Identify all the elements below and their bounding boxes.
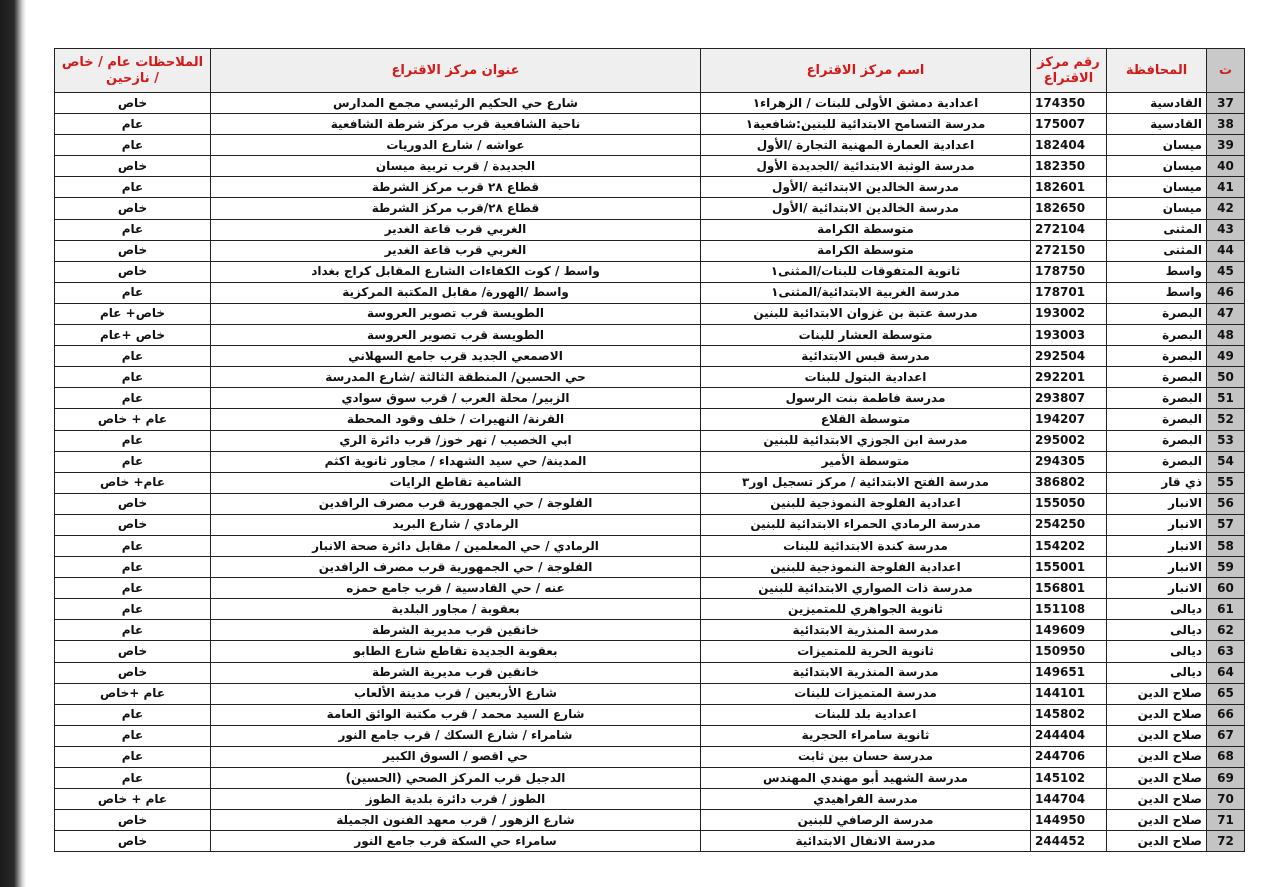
header-center-name: اسم مركز الاقتراع bbox=[701, 49, 1031, 93]
table-row bbox=[55, 240, 1245, 261]
cell-notes: خاص bbox=[55, 493, 211, 514]
table-row bbox=[55, 282, 1245, 303]
cell-center-name: ثانوية الحرية للمتميزات bbox=[701, 641, 1031, 662]
cell-center-address: الرمادي / شارع البريد bbox=[211, 514, 701, 535]
table-row bbox=[55, 514, 1245, 535]
cell-seq: 45 bbox=[1207, 261, 1245, 282]
cell-seq: 60 bbox=[1207, 578, 1245, 599]
table-row bbox=[55, 303, 1245, 324]
cell-notes: عام bbox=[55, 704, 211, 725]
cell-governorate: الانبار bbox=[1107, 578, 1207, 599]
table-row bbox=[55, 346, 1245, 367]
cell-center-number: 386802 bbox=[1031, 472, 1107, 493]
table-row bbox=[55, 810, 1245, 831]
cell-seq: 58 bbox=[1207, 535, 1245, 556]
cell-governorate: القادسية bbox=[1107, 114, 1207, 135]
table-row bbox=[55, 451, 1245, 472]
cell-center-number: 292504 bbox=[1031, 346, 1107, 367]
cell-center-address: الشامية تقاطع الرايات bbox=[211, 472, 701, 493]
cell-center-address: حي الحسين/ المنطقة الثالثة /شارع المدرسة bbox=[211, 367, 701, 388]
cell-center-name: مدرسة الغربية الابتدائية/المثنى١ bbox=[701, 282, 1031, 303]
cell-governorate: ذي قار bbox=[1107, 472, 1207, 493]
cell-center-name: مدرسة الفتح الابتدائية / مركز تسجيل اور٣ bbox=[701, 472, 1031, 493]
cell-notes: خاص+ عام bbox=[55, 303, 211, 324]
cell-governorate: ديالى bbox=[1107, 620, 1207, 641]
cell-seq: 70 bbox=[1207, 789, 1245, 810]
cell-center-name: ثانوية المتفوقات للبنات/المثنى١ bbox=[701, 261, 1031, 282]
cell-center-address: ابي الخصيب / نهر خوز/ قرب دائرة الري bbox=[211, 430, 701, 451]
cell-seq: 40 bbox=[1207, 156, 1245, 177]
cell-seq: 47 bbox=[1207, 303, 1245, 324]
cell-seq: 48 bbox=[1207, 325, 1245, 346]
cell-seq: 66 bbox=[1207, 704, 1245, 725]
cell-governorate: البصرة bbox=[1107, 430, 1207, 451]
cell-center-number: 193002 bbox=[1031, 303, 1107, 324]
cell-notes: خاص bbox=[55, 240, 211, 261]
cell-center-address: شارع الزهور / قرب معهد الفنون الجميلة bbox=[211, 810, 701, 831]
cell-seq: 56 bbox=[1207, 493, 1245, 514]
table-row bbox=[55, 789, 1245, 810]
cell-notes: خاص bbox=[55, 93, 211, 114]
cell-governorate: البصرة bbox=[1107, 346, 1207, 367]
cell-seq: 71 bbox=[1207, 810, 1245, 831]
cell-center-name: متوسطة الكرامة bbox=[701, 240, 1031, 261]
cell-center-address: قطاع ٢٨/قرب مركز الشرطة bbox=[211, 198, 701, 219]
cell-governorate: البصرة bbox=[1107, 325, 1207, 346]
table-row bbox=[55, 388, 1245, 409]
cell-center-number: 151108 bbox=[1031, 599, 1107, 620]
cell-seq: 54 bbox=[1207, 451, 1245, 472]
cell-center-number: 244706 bbox=[1031, 746, 1107, 767]
cell-center-name: مدرسة المنذرية الابتدائية bbox=[701, 620, 1031, 641]
table-row bbox=[55, 93, 1245, 114]
cell-notes: عام bbox=[55, 451, 211, 472]
table-body bbox=[55, 93, 1245, 852]
cell-center-number: 272150 bbox=[1031, 240, 1107, 261]
cell-center-address: الطويسة قرب تصوير العروسة bbox=[211, 325, 701, 346]
cell-center-address: الجديدة / قرب تربية ميسان bbox=[211, 156, 701, 177]
table-row bbox=[55, 557, 1245, 578]
cell-center-number: 145802 bbox=[1031, 704, 1107, 725]
cell-notes: عام bbox=[55, 599, 211, 620]
table-row bbox=[55, 535, 1245, 556]
cell-notes: عام bbox=[55, 219, 211, 240]
cell-seq: 72 bbox=[1207, 831, 1245, 852]
cell-seq: 38 bbox=[1207, 114, 1245, 135]
cell-center-number: 193003 bbox=[1031, 325, 1107, 346]
cell-center-number: 149651 bbox=[1031, 662, 1107, 683]
cell-center-address: خانقين قرب مديرية الشرطة bbox=[211, 620, 701, 641]
cell-center-name: مدرسة كندة الابتدائية للبنات bbox=[701, 535, 1031, 556]
cell-governorate: الانبار bbox=[1107, 493, 1207, 514]
cell-center-number: 244404 bbox=[1031, 725, 1107, 746]
cell-center-number: 174350 bbox=[1031, 93, 1107, 114]
cell-center-name: مدرسة فاطمة بنت الرسول bbox=[701, 388, 1031, 409]
cell-governorate: ميسان bbox=[1107, 135, 1207, 156]
table-row bbox=[55, 662, 1245, 683]
cell-center-number: 244452 bbox=[1031, 831, 1107, 852]
cell-center-name: مدرسة الفراهيدي bbox=[701, 789, 1031, 810]
page-edge-shadow bbox=[0, 0, 26, 887]
cell-notes: عام bbox=[55, 177, 211, 198]
cell-center-name: متوسطة العشار للبنات bbox=[701, 325, 1031, 346]
cell-center-name: مدرسة حسان بين ثابت bbox=[701, 746, 1031, 767]
cell-notes: عام bbox=[55, 367, 211, 388]
cell-seq: 49 bbox=[1207, 346, 1245, 367]
cell-notes: خاص +عام bbox=[55, 325, 211, 346]
cell-center-number: 182404 bbox=[1031, 135, 1107, 156]
cell-seq: 65 bbox=[1207, 683, 1245, 704]
cell-center-number: 178701 bbox=[1031, 282, 1107, 303]
cell-governorate: الانبار bbox=[1107, 514, 1207, 535]
cell-center-number: 182350 bbox=[1031, 156, 1107, 177]
cell-governorate: صلاح الدين bbox=[1107, 725, 1207, 746]
cell-seq: 51 bbox=[1207, 388, 1245, 409]
cell-center-name: مدرسة ابن الجوزي الابتدائية للبنين bbox=[701, 430, 1031, 451]
cell-center-number: 149609 bbox=[1031, 620, 1107, 641]
cell-notes: عام bbox=[55, 578, 211, 599]
cell-center-number: 155001 bbox=[1031, 557, 1107, 578]
cell-seq: 39 bbox=[1207, 135, 1245, 156]
cell-center-address: واسط /الهورة/ مقابل المكتبة المركزية bbox=[211, 282, 701, 303]
cell-governorate: ميسان bbox=[1107, 177, 1207, 198]
cell-center-name: متوسطة القلاع bbox=[701, 409, 1031, 430]
header-notes: الملاحظات عام / خاص / نازحين bbox=[55, 49, 211, 93]
header-center-number: رقم مركز الاقتراع bbox=[1031, 49, 1107, 93]
cell-center-address: القرنة/ النهيرات / خلف وقود المحطة bbox=[211, 409, 701, 430]
cell-governorate: ميسان bbox=[1107, 198, 1207, 219]
cell-notes: عام bbox=[55, 746, 211, 767]
cell-center-number: 294305 bbox=[1031, 451, 1107, 472]
cell-governorate: المثنى bbox=[1107, 219, 1207, 240]
cell-seq: 53 bbox=[1207, 430, 1245, 451]
cell-notes: عام bbox=[55, 725, 211, 746]
cell-governorate: واسط bbox=[1107, 261, 1207, 282]
table-row bbox=[55, 683, 1245, 704]
cell-governorate: صلاح الدين bbox=[1107, 683, 1207, 704]
table-row bbox=[55, 114, 1245, 135]
cell-center-address: عنه / حي القادسية / قرب جامع حمزه bbox=[211, 578, 701, 599]
cell-seq: 50 bbox=[1207, 367, 1245, 388]
header-center-address: عنوان مركز الاقتراع bbox=[211, 49, 701, 93]
cell-center-name: مدرسة التسامح الابتدائية للبنين:شافعية١ bbox=[701, 114, 1031, 135]
cell-center-address: الاصمعي الجديد قرب جامع السهلاني bbox=[211, 346, 701, 367]
cell-center-name: اعدادية البتول للبنات bbox=[701, 367, 1031, 388]
cell-center-number: 150950 bbox=[1031, 641, 1107, 662]
table-row bbox=[55, 493, 1245, 514]
cell-governorate: المثنى bbox=[1107, 240, 1207, 261]
cell-seq: 59 bbox=[1207, 557, 1245, 578]
cell-notes: عام +خاص bbox=[55, 683, 211, 704]
cell-notes: عام bbox=[55, 135, 211, 156]
cell-center-address: شارع السيد محمد / قرب مكتبة الوائق العامة bbox=[211, 704, 701, 725]
cell-seq: 67 bbox=[1207, 725, 1245, 746]
cell-notes: عام + خاص bbox=[55, 409, 211, 430]
table-row bbox=[55, 135, 1245, 156]
cell-seq: 64 bbox=[1207, 662, 1245, 683]
cell-seq: 68 bbox=[1207, 746, 1245, 767]
header-seq: ت bbox=[1207, 49, 1245, 93]
cell-center-address: شارع حي الحكيم الرئيسي مجمع المدارس bbox=[211, 93, 701, 114]
cell-notes: عام bbox=[55, 620, 211, 641]
cell-center-number: 178750 bbox=[1031, 261, 1107, 282]
cell-notes: خاص bbox=[55, 831, 211, 852]
cell-center-number: 182650 bbox=[1031, 198, 1107, 219]
cell-seq: 61 bbox=[1207, 599, 1245, 620]
cell-center-name: مدرسة عتبة بن غزوان الابتدائية للبنين bbox=[701, 303, 1031, 324]
cell-center-number: 156801 bbox=[1031, 578, 1107, 599]
cell-governorate: واسط bbox=[1107, 282, 1207, 303]
cell-center-name: مدرسة الوثبة الابتدائية /الجديدة الأول bbox=[701, 156, 1031, 177]
cell-notes: عام bbox=[55, 557, 211, 578]
cell-seq: 69 bbox=[1207, 768, 1245, 789]
cell-center-number: 144704 bbox=[1031, 789, 1107, 810]
cell-center-name: مدرسة الرصافي للبنين bbox=[701, 810, 1031, 831]
cell-governorate: صلاح الدين bbox=[1107, 831, 1207, 852]
cell-seq: 37 bbox=[1207, 93, 1245, 114]
cell-seq: 41 bbox=[1207, 177, 1245, 198]
cell-center-address: الغربي قرب قاعة الغدير bbox=[211, 240, 701, 261]
cell-center-address: قطاع ٢٨ قرب مركز الشرطة bbox=[211, 177, 701, 198]
table-row bbox=[55, 409, 1245, 430]
cell-notes: خاص bbox=[55, 810, 211, 831]
cell-notes: عام bbox=[55, 114, 211, 135]
table-container bbox=[54, 48, 1244, 852]
cell-governorate: البصرة bbox=[1107, 388, 1207, 409]
cell-governorate: البصرة bbox=[1107, 451, 1207, 472]
cell-center-number: 154202 bbox=[1031, 535, 1107, 556]
cell-governorate: ديالى bbox=[1107, 641, 1207, 662]
cell-center-name: مدرسة المتميزات للبنات bbox=[701, 683, 1031, 704]
table-row bbox=[55, 219, 1245, 240]
cell-governorate: ميسان bbox=[1107, 156, 1207, 177]
cell-center-address: الدجيل قرب المركز الصحي (الحسين) bbox=[211, 768, 701, 789]
cell-center-number: 155050 bbox=[1031, 493, 1107, 514]
cell-notes: عام bbox=[55, 346, 211, 367]
cell-seq: 63 bbox=[1207, 641, 1245, 662]
cell-center-address: خانقين قرب مديرية الشرطة bbox=[211, 662, 701, 683]
header-governorate: المحافظة bbox=[1107, 49, 1207, 93]
cell-notes: عام bbox=[55, 388, 211, 409]
cell-governorate: البصرة bbox=[1107, 303, 1207, 324]
cell-center-name: مدرسة الانفال الابتدائية bbox=[701, 831, 1031, 852]
cell-center-name: مدرسة الخالدين الابتدائية /الأول bbox=[701, 177, 1031, 198]
table-row bbox=[55, 725, 1245, 746]
cell-governorate: صلاح الدين bbox=[1107, 768, 1207, 789]
polling-centers-table bbox=[54, 48, 1245, 852]
table-row bbox=[55, 325, 1245, 346]
cell-center-address: الغربي قرب قاعة الغدير bbox=[211, 219, 701, 240]
cell-center-number: 295002 bbox=[1031, 430, 1107, 451]
cell-seq: 52 bbox=[1207, 409, 1245, 430]
cell-center-name: اعدادية بلد للبنات bbox=[701, 704, 1031, 725]
cell-notes: خاص bbox=[55, 261, 211, 282]
table-row bbox=[55, 768, 1245, 789]
cell-notes: خاص bbox=[55, 514, 211, 535]
table-row bbox=[55, 641, 1245, 662]
cell-notes: خاص bbox=[55, 156, 211, 177]
cell-seq: 42 bbox=[1207, 198, 1245, 219]
cell-center-name: ثانوية سامراء الحجرية bbox=[701, 725, 1031, 746]
cell-governorate: صلاح الدين bbox=[1107, 704, 1207, 725]
table-row bbox=[55, 599, 1245, 620]
cell-center-address: بعقوبة / مجاور البلدية bbox=[211, 599, 701, 620]
cell-notes: خاص bbox=[55, 662, 211, 683]
table-row bbox=[55, 704, 1245, 725]
cell-center-address: الزبير/ محلة العرب / قرب سوق سوادي bbox=[211, 388, 701, 409]
cell-notes: خاص bbox=[55, 198, 211, 219]
cell-center-address: الطويسة قرب تصوير العروسة bbox=[211, 303, 701, 324]
cell-seq: 62 bbox=[1207, 620, 1245, 641]
cell-seq: 57 bbox=[1207, 514, 1245, 535]
cell-governorate: القادسية bbox=[1107, 93, 1207, 114]
cell-center-number: 144101 bbox=[1031, 683, 1107, 704]
cell-center-name: مدرسة المنذرية الابتدائية bbox=[701, 662, 1031, 683]
cell-seq: 46 bbox=[1207, 282, 1245, 303]
cell-center-address: عواشه / شارع الدوريات bbox=[211, 135, 701, 156]
cell-notes: خاص bbox=[55, 641, 211, 662]
cell-center-name: اعدادية الفلوجة النموذجية للبنين bbox=[701, 557, 1031, 578]
cell-center-number: 182601 bbox=[1031, 177, 1107, 198]
cell-notes: عام + خاص bbox=[55, 789, 211, 810]
cell-center-name: ثانوية الجواهري للمتميزين bbox=[701, 599, 1031, 620]
cell-center-number: 145102 bbox=[1031, 768, 1107, 789]
cell-governorate: صلاح الدين bbox=[1107, 789, 1207, 810]
cell-center-address: الفلوجة / حي الجمهورية قرب مصرف الرافدين bbox=[211, 557, 701, 578]
cell-center-name: اعدادية الفلوجة النموذجية للبنين bbox=[701, 493, 1031, 514]
table-row bbox=[55, 472, 1245, 493]
cell-center-name: متوسطة الأمير bbox=[701, 451, 1031, 472]
table-row bbox=[55, 578, 1245, 599]
cell-center-name: مدرسة الرمادي الحمراء الابتدائية للبنين bbox=[701, 514, 1031, 535]
cell-center-name: مدرسة قبس الابتدائية bbox=[701, 346, 1031, 367]
cell-center-number: 194207 bbox=[1031, 409, 1107, 430]
cell-seq: 44 bbox=[1207, 240, 1245, 261]
cell-center-name: متوسطة الكرامة bbox=[701, 219, 1031, 240]
cell-center-address: واسط / كوت الكفاءات الشارع المقابل كراج بغداد bbox=[211, 261, 701, 282]
cell-notes: عام bbox=[55, 768, 211, 789]
cell-governorate: صلاح الدين bbox=[1107, 746, 1207, 767]
table-header bbox=[55, 49, 1245, 93]
cell-notes: عام bbox=[55, 535, 211, 556]
cell-center-number: 254250 bbox=[1031, 514, 1107, 535]
cell-center-number: 272104 bbox=[1031, 219, 1107, 240]
cell-center-address: المدينة/ حي سيد الشهداء / مجاور ثانوية اكثم bbox=[211, 451, 701, 472]
cell-center-name: مدرسة الخالدين الابتدائية /الأول bbox=[701, 198, 1031, 219]
cell-governorate: ديالى bbox=[1107, 662, 1207, 683]
cell-center-name: اعدادية دمشق الأولى للبنات / الزهراء١ bbox=[701, 93, 1031, 114]
cell-center-name: مدرسة الشهيد أبو مهندي المهندس bbox=[701, 768, 1031, 789]
table-row bbox=[55, 620, 1245, 641]
cell-center-address: الطوز / قرب دائرة بلدية الطوز bbox=[211, 789, 701, 810]
cell-center-name: مدرسة ذات الصواري الابتدائية للبنين bbox=[701, 578, 1031, 599]
cell-notes: عام bbox=[55, 430, 211, 451]
cell-center-address: شامراء / شارع السكك / قرب جامع النور bbox=[211, 725, 701, 746]
cell-center-address: الرمادي / حي المعلمين / مقابل دائرة صحة الانبار bbox=[211, 535, 701, 556]
cell-center-address: شارع الأربعين / قرب مدينة الألعاب bbox=[211, 683, 701, 704]
cell-seq: 55 bbox=[1207, 472, 1245, 493]
cell-governorate: البصرة bbox=[1107, 409, 1207, 430]
cell-center-number: 175007 bbox=[1031, 114, 1107, 135]
table-row bbox=[55, 198, 1245, 219]
cell-seq: 43 bbox=[1207, 219, 1245, 240]
header-row bbox=[55, 49, 1245, 93]
cell-center-name: اعدادية العمارة المهنية التجارة /الأول bbox=[701, 135, 1031, 156]
cell-notes: عام+ خاص bbox=[55, 472, 211, 493]
cell-center-address: الفلوجة / حي الجمهورية قرب مصرف الرافدين bbox=[211, 493, 701, 514]
table-row bbox=[55, 367, 1245, 388]
cell-governorate: ديالى bbox=[1107, 599, 1207, 620]
cell-center-address: سامراء حي السكة قرب جامع النور bbox=[211, 831, 701, 852]
cell-governorate: صلاح الدين bbox=[1107, 810, 1207, 831]
table-row bbox=[55, 430, 1245, 451]
table-row bbox=[55, 156, 1245, 177]
cell-center-number: 292201 bbox=[1031, 367, 1107, 388]
cell-center-number: 144950 bbox=[1031, 810, 1107, 831]
cell-center-address: حي اقصو / السوق الكبير bbox=[211, 746, 701, 767]
cell-governorate: البصرة bbox=[1107, 367, 1207, 388]
cell-governorate: الانبار bbox=[1107, 535, 1207, 556]
cell-center-address: ناحية الشافعية قرب مركز شرطة الشافعية bbox=[211, 114, 701, 135]
table-row bbox=[55, 261, 1245, 282]
cell-center-number: 293807 bbox=[1031, 388, 1107, 409]
table-row bbox=[55, 831, 1245, 852]
cell-notes: عام bbox=[55, 282, 211, 303]
cell-governorate: الانبار bbox=[1107, 557, 1207, 578]
table-row bbox=[55, 746, 1245, 767]
table-row bbox=[55, 177, 1245, 198]
cell-center-address: بعقوبة الجديدة تقاطع شارع الطابو bbox=[211, 641, 701, 662]
